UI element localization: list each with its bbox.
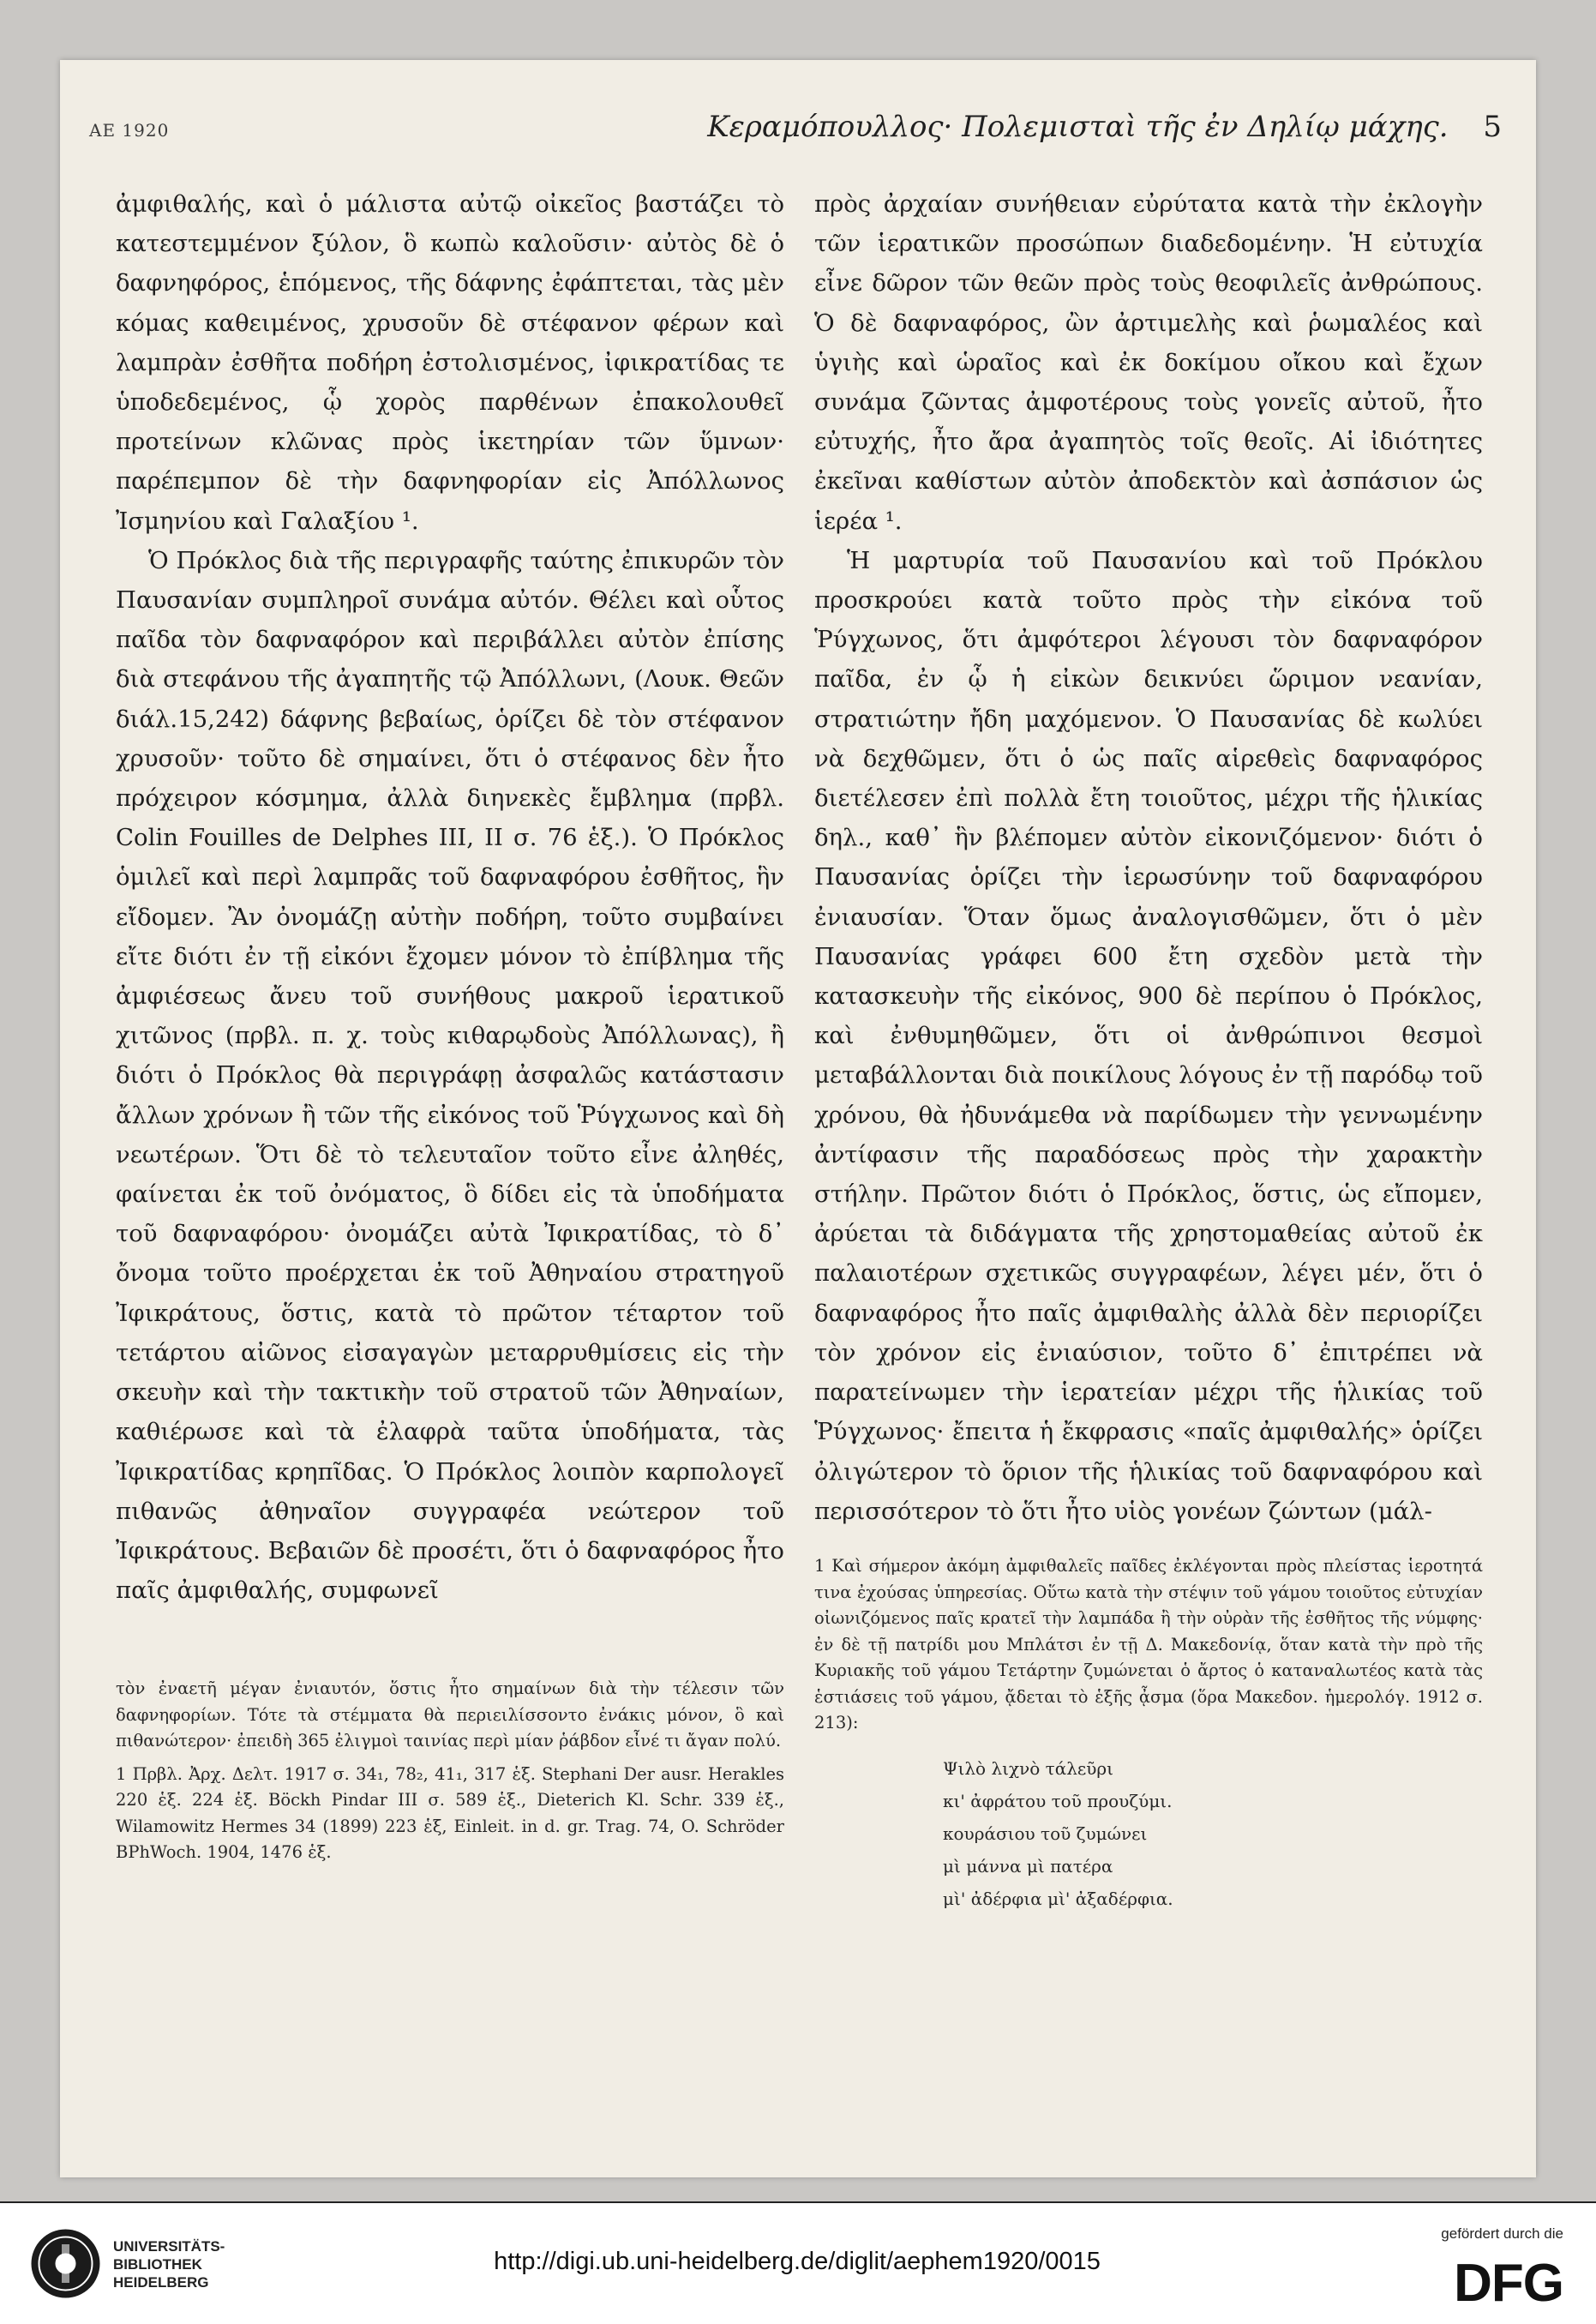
header-journal-year: ΑΕ 1920: [89, 120, 170, 141]
right-footnotes: [814, 1553, 1483, 1915]
university-library-name: [113, 2237, 225, 2291]
page-number: 5: [1483, 110, 1502, 144]
poem-line: μὶ μάννα μὶ πατέρα: [943, 1855, 1113, 1877]
left-paragraph-1: ἀμφιθαλής, καὶ ὁ μάλιστα αὐτῷ οἰκεῖος βαστάζει τὸ κατεστεμμένον ξύλον, ὃ κωπὼ καλοῦσιν· αὐτὸς δὲ ὁ δαφνηφόρος, ἑπόμενος, τῆς δάφνης ἐφάπτεται, τὰς μὲν κόμας καθειμένος, χρυσοῦν δὲ στέφανον φέρων καὶ λαμπρὰν ἐσθῆτα ποδήρη ἐστολισμένος, ἰφικρατίδας τε ὑποδεδεμένος, ᾧ χορὸς παρθένων ἐπακολουθεῖ προτείνων κλῶνας πρὸς ἱκετηρίαν τῶν ὕμνων· παρέπεμπον δὲ τὴν δαφνηφορίαν εἰς Ἀπόλλωνος Ἰσμηνίου καὶ Γαλαξίου ¹.: [116, 190, 784, 535]
dfg-logo: DFG: [1454, 2254, 1563, 2313]
uni-line: UNIVERSITÄTS-: [113, 2238, 225, 2255]
running-header: [707, 110, 1502, 144]
footnote-continuation: τὸν ἐναετῆ μέγαν ἐνιαυτόν, ὅστις ἦτο σημαίνων διὰ τὴν τέλεσιν τῶν δαφνηφορίων. Τότε τὰ στέμματα θὰ περιειλίσσοντο ἐνάκις μόνον, ὃ καὶ πιθανώτερον· ἐπειδὴ 365 ἐλιγμοὶ ταινίας περὶ μίαν ῥάβδον εἶνέ τι ἄγαν πολύ.: [116, 1678, 784, 1751]
running-title: Κεραμόπουλλος· Πολεμισταὶ τῆς ἐν Δηλίῳ μάχης.: [707, 110, 1449, 144]
funding-note: gefördert durch die: [1441, 2225, 1563, 2242]
university-seal-icon: [29, 2227, 102, 2300]
left-paragraph-2: Ὁ Πρόκλος διὰ τῆς περιγραφῆς ταύτης ἐπικυρῶν τὸν Παυσανίαν συμπληροῖ συνάμα αὐτόν. Θέλει καὶ οὗτος παῖδα τὸν δαφναφόρον καὶ περιβάλλει αὐτὸν ἐπίσης διὰ στεφάνου τῆς ἀγαπητῆς τῷ Ἀπόλλωνι, (Λουκ. Θεῶν διάλ.15,242) δάφνης βεβαίως, ὁρίζει δὲ τὸν στέφανον χρυσοῦν· τοῦτο δὲ σημαίνει, ὅτι ὁ στέφανος δὲν ἦτο πρόχειρον κόσμημα, ἀλλὰ διηνεκὲς ἔμβλημα (πρβλ. Colin Fouilles de Delphes III, II σ. 76 ἑξ.). Ὁ Πρόκλος ὁμιλεῖ καὶ περὶ λαμπρᾶς τοῦ δαφναφόρου ἐσθῆτος, ἣν εἴδομεν. Ἂν ὀνομάζῃ αὐτὴν ποδήρη, τοῦτο συμβαίνει εἴτε διότι ἐν τῇ εἰκόνι ἔχομεν μόνον τὸ ἐπίβλημα τῆς ἀμφιέσεως ἄνευ τοῦ συνήθους μακροῦ ἱερατικοῦ χιτῶνος (πρβλ. π. χ. τοὺς κιθαρῳδοὺς Ἀπόλλωνας), ἢ διότι ὁ Πρόκλος θὰ περιγράφῃ ἀσφαλῶς κατάστασιν ἄλλων χρόνων ἢ τῶν τῆς εἰκόνος τοῦ Ῥύγχωνος καὶ δὴ νεωτέρων. Ὅτι δὲ τὸ τελευταῖον τοῦτο εἶνε ἀληθές, φαίνεται ἐκ τοῦ ὀνόματος, ὃ δίδει εἰς τὰ ὑποδήματα τοῦ δαφναφόρου· ὀνομάζει αὐτὰ Ἰφικρατίδας, τὸ δ᾽ ὄνομα τοῦτο προέρχεται ἐκ τοῦ Ἀθηναίου στρατηγοῦ Ἰφικράτους, ὅστις, κατὰ τὸ πρῶτον τέταρτον τοῦ τετάρτου αἰῶνος εἰσαγαγὼν μεταρρυθμίσεις εἰς τὴν σκευὴν καὶ τὴν τακτικὴν τοῦ στρατοῦ τῶν Ἀθηναίων, καθιέρωσε καὶ τὰ ἐλαφρὰ ταῦτα ὑποδήματα, τὰς Ἰφικρατίδας κρηπῖδας. Ὁ Πρόκλος λοιπὸν καρπολογεῖ πιθανῶς ἀθηναῖον συγγραφέα νεώτερον τοῦ Ἰφικράτους. Βεβαιῶν δὲ προσέτι, ὅτι ὁ δαφναφόρος ἦτο παῖς ἀμφιθαλής, συμφωνεῖ: [116, 546, 784, 1605]
left-footnotes: [116, 1676, 784, 1866]
left-column: [116, 184, 784, 1610]
footer-bar: [0, 2203, 1596, 2324]
poem-line: κουράσιου τοῦ ζυμώνει: [943, 1823, 1148, 1844]
poem-line: κι' ἀφράτου τοῦ προυζύμι.: [943, 1790, 1173, 1811]
footnote-1-right: 1 Καὶ σήμερον ἀκόμη ἀμφιθαλεῖς παῖδες ἐκλέγονται πρὸς πλείστας ἱεροτητά τινα ἐχούσας ὑπηρεσίας. Οὕτω κατὰ τὴν στέψιν τοῦ γάμου τοιοῦτος εὐτυχίαν οἰωνιζόμενος παῖς κρατεῖ τὴν λαμπάδα ἢ τὴν οὐρὰν τῆς ἐσθῆτος τῆς νύμφης· ἐν δὲ τῇ πατρίδι μου Μπλάτσι ἐν τῇ Δ. Μακεδονίᾳ, ὅταν κατὰ τὴν πρὸ τῆς Κυριακῆς τοῦ γάμου Τετάρτην ζυμώνεται ὁ ἄρτος ὁ καταναλωτέος κατὰ τὰς ἑστιάσεις τοῦ γάμου, ᾄδεται τὸ ἑξῆς ᾆσμα (ὅρα Μακεδον. ἡμερολόγ. 1912 σ. 213):: [814, 1556, 1483, 1732]
footnote-1-left: 1 Πρβλ. Ἀρχ. Δελτ. 1917 σ. 34₁, 78₂, 41₁, 317 ἑξ. Stephani Der ausr. Herakles 220 ἑξ. 224 ἑξ. Böckh Pindar III σ. 589 ἑξ., Dieterich Kl. Schr. 339 ἑξ., Wilamowitz Hermes 34 (1899) 223 ἑξ, Einleit. in d. gr. Trag. 74, O. Schröder BPhWoch. 1904, 1476 ἑξ.: [116, 1763, 784, 1862]
folk-song: [943, 1752, 1483, 1915]
right-paragraph-2: Ἡ μαρτυρία τοῦ Παυσανίου καὶ τοῦ Πρόκλου προσκρούει κατὰ τοῦτο πρὸς τὴν εἰκόνα τοῦ Ῥύγχωνος, ὅτι ἀμφότεροι λέγουσι τὸν δαφναφόρον παῖδα, ἐν ᾧ ἡ εἰκὼν δεικνύει ὥριμον νεανίαν, στρατιώτην ἤδη μαχόμενον. Ὁ Παυσανίας δὲ κωλύει νὰ δεχθῶμεν, ὅτι ὁ ὡς παῖς αἱρεθεὶς δαφναφόρος διετέλεσεν ἐπὶ πολλὰ ἔτη τοιοῦτος, μέχρι τῆς ἡλικίας δηλ., καθ᾽ ἣν βλέπομεν αὐτὸν εἰκονιζόμενον· διότι ὁ Παυσανίας ὁρίζει τὴν ἱερωσύνην τοῦ δαφναφόρου ἐνιαυσίαν. Ὅταν ὅμως ἀναλογισθῶμεν, ὅτι ὁ μὲν Παυσανίας γράφει 600 ἔτη σχεδὸν μετὰ τὴν κατασκευὴν τῆς εἰκόνος, 900 δὲ περίπου ὁ Πρόκλος, καὶ ἐνθυμηθῶμεν, ὅτι οἱ ἀνθρώπινοι θεσμοὶ μεταβάλλονται διὰ ποικίλους λόγους ἐν τῇ παρόδῳ τοῦ χρόνου, θὰ ἠδυνάμεθα νὰ παρίδωμεν τὴν γεννωμένην ἀντίφασιν τῆς παραδόσεως πρὸς τὴν χαρακτὴν στήλην. Πρῶτον διότι ὁ Πρόκλος, ὅστις, ὡς εἴπομεν, ἀρύεται τὰ διδάγματα τῆς χρηστομαθείας αὐτοῦ ἐκ παλαιοτέρων σχετικῶς συγγραφέων, λέγει μέν, ὅτι ὁ δαφναφόρος ἦτο παῖς ἀμφιθαλὴς ἀλλὰ δὲν περιορίζει τὸν χρόνον εἰς ἐνιαύσιον, τοῦτο δ᾽ ἐπιτρέπει νὰ παρατείνωμεν τὴν ἱερατείαν μέχρι τῆς ἡλικίας τοῦ Ῥύγχωνος· ἔπειτα ἡ ἔκφρασις «παῖς ἀμφιθαλής» ὁρίζει ὀλιγώτερον τὸ ὅριον τῆς ἡλικίας τοῦ δαφναφόρου καὶ περισσότερον τὸ ὅτι ἦτο υἱὸς γονέων ζώντων (μάλ-: [814, 546, 1483, 1525]
permalink-url[interactable]: http://digi.ub.uni-heidelberg.de/diglit/aephem1920/0015: [494, 2248, 1101, 2275]
poem-line: Ψιλὸ λιχνὸ τάλεῦρι: [943, 1757, 1114, 1779]
poem-line: μὶ' ἀδέρφια μὶ' ἀξαδέρφια.: [943, 1888, 1173, 1909]
right-paragraph-1: πρὸς ἀρχαίαν συνήθειαν εὐρύτατα κατὰ τὴν ἐκλογὴν τῶν ἱερατικῶν προσώπων διαδεδομένην. Ἡ εὐτυχία εἶνε δῶρον τῶν θεῶν πρὸς τοὺς θεοφιλεῖς ἀνθρώπους. Ὁ δὲ δαφναφόρος, ὢν ἀρτιμελὴς καὶ ῥωμαλέος καὶ ὑγιὴς καὶ ὡραῖος καὶ ἐκ δοκίμου οἴκου καὶ ἔχων συνάμα ζῶντας ἀμφοτέρους τοὺς γονεῖς αὐτοῦ, ἦτο εὐτυχής, ἦτο ἄρα ἀγαπητὸς τοῖς θεοῖς. Αἱ ἰδιότητες ἐκεῖναι καθίστων αὐτὸν ἀποδεκτὸν καὶ ἀσπάσιον ὡς ἱερέα ¹.: [814, 190, 1483, 535]
right-column: [814, 184, 1483, 1531]
scanned-page: [60, 60, 1536, 2177]
uni-line: HEIDELBERG: [113, 2274, 209, 2291]
uni-line: BIBLIOTHEK: [113, 2256, 202, 2273]
